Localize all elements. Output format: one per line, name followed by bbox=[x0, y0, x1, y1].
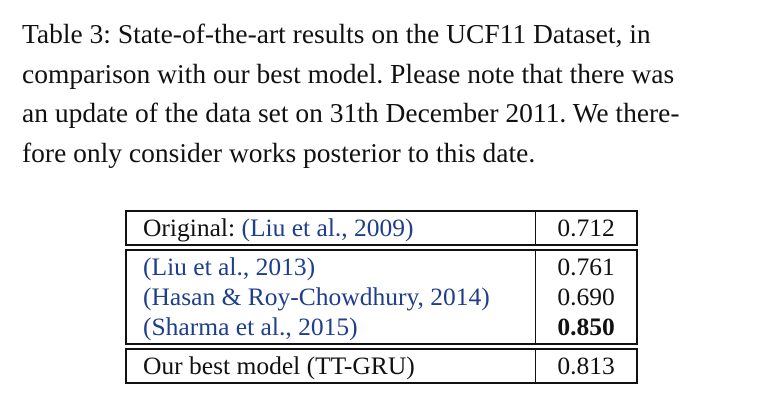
citation-link[interactable]: (Liu et al., 2013) bbox=[143, 252, 316, 281]
table-row bbox=[143, 252, 535, 282]
sota-method-column bbox=[127, 251, 536, 343]
citation-link[interactable]: (Liu et al., 2009) bbox=[241, 213, 414, 242]
result-value: 0.712 bbox=[557, 213, 615, 242]
citation-link[interactable]: (Hasan & Roy-Chowdhury, 2014) bbox=[143, 282, 490, 311]
caption-line-3: an update of the data set on 31th December 2011. We there- bbox=[22, 97, 680, 128]
ours-value-cell bbox=[536, 350, 636, 382]
original-method-cell bbox=[127, 212, 536, 244]
best-result-value: 0.850 bbox=[557, 312, 615, 341]
caption-line-4: fore only consider works posterior to this date. bbox=[22, 136, 536, 168]
table-row bbox=[143, 312, 535, 342]
caption-line-1: Table 3: State-of-the-art results on the UCF11 Dataset, in bbox=[22, 18, 651, 49]
results-table bbox=[125, 210, 638, 384]
table-row bbox=[143, 282, 535, 312]
result-value: 0.761 bbox=[557, 252, 615, 281]
table-caption bbox=[22, 14, 748, 172]
caption-line-2: comparison with our best model. Please note that there was bbox=[22, 57, 675, 89]
sota-value-column bbox=[536, 251, 636, 343]
original-prefix: Original: bbox=[143, 213, 242, 242]
ours-method-cell bbox=[127, 350, 536, 382]
citation-link[interactable]: (Sharma et al., 2015) bbox=[143, 312, 358, 341]
ours-label: Our best model (TT-GRU) bbox=[143, 351, 415, 380]
sota-block bbox=[125, 249, 638, 345]
result-value: 0.813 bbox=[557, 351, 615, 380]
ours-block bbox=[125, 348, 638, 384]
original-block bbox=[125, 210, 638, 246]
original-value-cell bbox=[536, 212, 636, 244]
result-value: 0.690 bbox=[557, 282, 615, 311]
